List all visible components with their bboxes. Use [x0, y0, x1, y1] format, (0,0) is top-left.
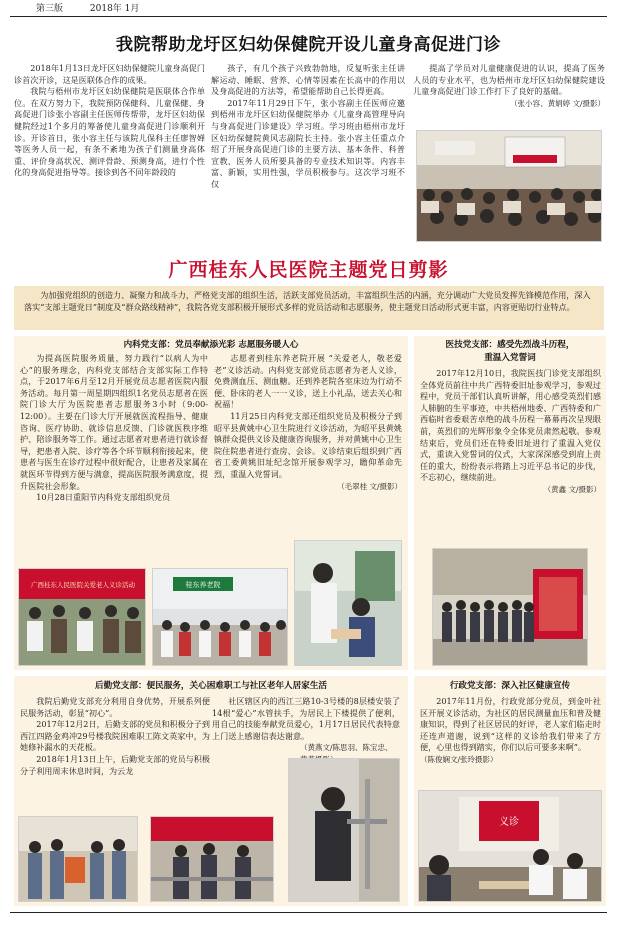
neike-column-2: [214, 353, 402, 539]
yiji-body: [420, 368, 601, 544]
nursing-home-sign: 桂东养老院: [185, 581, 221, 589]
houqin-credit: （黄燕文/陈思羽、陈宝忠、: [300, 743, 393, 753]
houqin-paragraph: 2017年12月2日，后勤支部的党员和积极分子到西江四路金鸡冲29号楼我院困难职工陈文英家中，为她修补漏水的天花板。: [20, 719, 210, 753]
pipe-repair-photo: [288, 758, 400, 902]
xingzheng-credit: （陈俊娴文/张玲摄影）: [420, 754, 498, 764]
article1-paragraph: 2018年1月13日龙圩区妇幼保健院儿童身高促门诊首次开诊，这是医联体合作的成果。: [14, 63, 205, 85]
houqin-paragraph: 2018年1月13日上午，后勤党支部的党员与积极分子利用周末休息时间，为云龙: [20, 753, 210, 776]
section-intro: [14, 286, 604, 330]
houqin-column-2: [212, 696, 400, 766]
community-clinic-photo: [418, 790, 602, 902]
community-clinic-banner: 义诊: [499, 817, 519, 828]
xingzheng-title: 行政党支部：深入社区健康宣传: [449, 681, 571, 691]
article1-column-2: [211, 63, 405, 249]
page-header: [10, 3, 607, 17]
yiji-credit: （黄鑫 文/摄影）: [543, 484, 601, 494]
section-title: 广西桂东人民医院主题党日剪影: [168, 259, 449, 281]
article1-paragraph: 孩子，有几个孩子兴致勃勃地，反复听张主任讲解运动、睡眠、营养、心情等因素在长高中的作用以及身高促进的方法等，希望能帮助自己长得更高。: [211, 63, 405, 97]
neike-paragraph: 11月25日内科党支部还组织党员及积极分子到昭平县黄姚中心卫生院进行义诊活动，为昭平县黄姚镇群众提供义诊及健康咨询服务，并对黄姚中心卫生院住院患者进行查房、会诊。义诊结束后组织到广西省工委黄姚旧址纪念馆开展参观学习，瞻仰革命先烈，重温入党誓词。: [214, 410, 402, 479]
nursing-home-photo: [152, 568, 288, 666]
neike-title: 内科党支部：党员奉献添光彩 志愿服务暖人心: [123, 340, 299, 350]
neike-paragraph: 为提高医院服务质量，努力践行“以病人为中心”的服务理念，内科党支部结合支部实际工作特点，于2017年6月至12月开展党员志愿者医院内服务活动。每月第一周星期四组织1名党员志愿者在医院门诊大厅为医院患者志愿服务3小时（9:00-12:00）。主要在门诊大厅开展就医流程指导、健康咨询、医疗协助、就诊信息反馈、门诊就医秩序维护、陪诊服务等工作。通过志愿者对患者进行就诊督导，把患者入院、诊疗等各个环节顺利衔接起来，使患者与医生在诊疗过程中很好配合，让患者及家属在就医环节得到方便与满意，提高医院服务满意度，提升医院社会形象。: [20, 353, 208, 491]
article1-paragraph: 我院与梧州市龙圩区妇幼保健院是医联体合作单位。在双方努力下，我院预防保健科、儿童保健、身高促进门诊张小容副主任医师传帮带，龙圩区妇幼保健院经过1个多月的筹备使儿童身高促进门诊顺利开诊。开诊首日，张小容主任与该院儿保科主任廖智婵等医务人员一起，有条不紊地为孩子们测量身高体重、评价身高状况、测评骨龄、预测身高，进行个性化的身高促进指导等。接诊到各不同年龄段的: [14, 86, 205, 178]
elderly-clinic-photo: [18, 568, 146, 666]
houqin-paragraph: 社区辖区内的西江三路10-3号楼的8层楼安装了14根“爱心”水管扶手，为居民上下楼提供了便利，用自己的技能奉献党员爱心，1月17日居民代表特意上门送上感谢信表达谢意。: [212, 696, 400, 741]
edition-label: 第三版: [36, 4, 64, 14]
yiji-title-line1: 医技党支部：感受先烈战斗历程，: [445, 340, 575, 350]
elderly-clinic-banner: 广西桂东人民医院关爱老人义诊活动: [31, 581, 135, 589]
article1-paragraph: 2017年11月29日下午，张小容副主任医师应邀到梧州市龙圩区妇幼保健院举办《儿童身高管理导向与身高促进门诊建设》学习班。学习班由梧州市龙圩区妇幼保健院黄风志副院长主持。张小容主任重点介绍了开展身高促进门诊的主要方法、基本条件、科普宣教、医务人员所要具备的专业技术知识等。内容丰富、新颖，实用性强，学员积极参与。这次学习班不仅: [211, 97, 405, 189]
neike-credit: （毛翠桂 文/摄影）: [337, 481, 402, 491]
article1-paragraph: 提高了学员对儿童健康促进的认识，提高了医务人员的专业水平，也为梧州市龙圩区妇幼保健院建设儿童身高促进门诊工作打下了良好的基础。: [413, 63, 605, 97]
article1-headline: 我院帮助龙圩区妇幼保健院开设儿童身高促进门诊: [116, 35, 501, 55]
yiji-title-line2: 重温入党誓词: [484, 353, 536, 363]
xingzheng-body: [420, 696, 601, 778]
article1-credit: （张小容、黄娟婷 文/摄影）: [510, 98, 605, 108]
neike-paragraph: 10月28日重阳节内科党支部组织党员: [36, 492, 171, 503]
houqin-title: 后勤党支部：便民服务，关心困难职工与社区老年人居家生活: [94, 681, 328, 691]
houqin-paragraph: 我院后勤党支部充分利用自身优势，开展系列便民服务活动，彰显“初心”。: [20, 696, 210, 718]
issue-date: 2018年 1月: [89, 4, 140, 14]
neike-column-1: [20, 353, 208, 565]
handrail-install-photo: [150, 816, 274, 902]
article1-column-1: [14, 63, 205, 249]
bp-check-photo: [294, 540, 402, 666]
memorial-visit-photo: [432, 548, 588, 666]
home-visit-photo: [18, 816, 138, 902]
houqin-column-1: [20, 696, 210, 810]
neike-paragraph: 志愿者到桂东养老院开展 “关爱老人，敬老爱老”义诊活动。内科党支部党员志愿者为老人义诊，免费测血压、测血糖。还到养老院各室床边为行动不便、卧床的老人一一义诊，送上小礼品，送去关心和祝福！: [214, 353, 402, 410]
training-class-photo: [416, 130, 602, 242]
xingzheng-paragraph: 2017年11月份，行政党部分党员，到金叶社区开展义诊活动，为社区的居民测量血压和普及健康知识，得到了社区居民的好评，老人家们临走时还连声道谢，说到“这样的义诊给我们带来了方便，心里也得到踏实，你们以后可要多来啊”。: [420, 696, 601, 753]
section-intro-text: 为加强党组织的创造力、凝聚力和战斗力，严格党支部的组织生活，活跃支部党员活动，丰富组织生活的内涵，充分调动广大党员发挥先锋模范作用，深入落实“支部主题党日”制度及“群众路线精神”，我院各党支部积极开展形式多样的党员活动和志愿服务，使主题党日活动形式更丰富，内容更贴切行业特点。: [24, 290, 591, 312]
yiji-paragraph: 2017年12月10日，我院医技门诊党支部组织全体党员前往中共广西特委旧址参观学习，参观过程中，党员干部们认真听讲解，用心感受英烈们感人肺腑的生平事迹，中共梧州地委、广西特委和广西临时省委艰苦卓绝的战斗历程一幕幕再次呈现眼前，英烈们的光辉形象令全体党员肃然起敬。参观结束后，党员们还在特委旧址进行了重温入党仪式，重读入党誓词的仪式，大家深深感受到肩上责任的重大，纷纷表示将踏上习近平总书记的步伐，不忘初心，继续前进。: [420, 368, 601, 483]
article1-column-3: [413, 63, 605, 129]
page-footer-rule: [10, 912, 607, 913]
